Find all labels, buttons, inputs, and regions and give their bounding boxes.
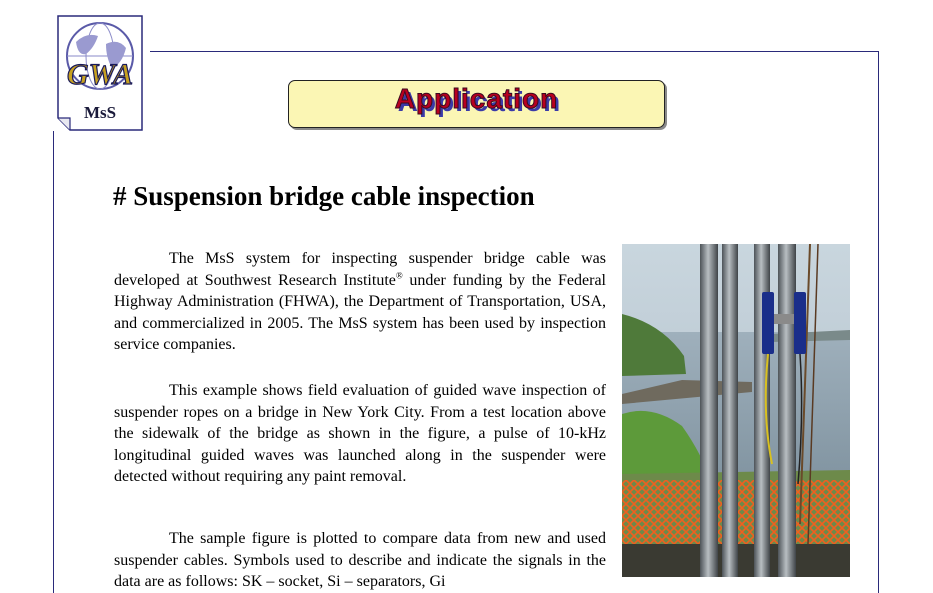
section-heading: # Suspension bridge cable inspection bbox=[113, 181, 535, 211]
paragraph-2: This example shows field evaluation of guided wave inspection of suspender ropes on a bridge in New York City. From a test location above the sidewalk of the bridge as shown in the figure, a pulse of 10-kHz longitudinal guided waves was launched along in the suspender were detected without requiring any paint removal. bbox=[114, 382, 606, 486]
paragraph-3: The sample figure is plotted to compare data from new and used suspender cables. Symbols used to describe and indicate the signals in the data are as follows: SK – socket, Si – separators, Gi bbox=[114, 530, 606, 591]
gwa-mss-logo bbox=[56, 14, 144, 132]
paragraph-1 bbox=[114, 248, 606, 356]
page-frame-top-rule bbox=[150, 51, 879, 52]
paragraph-1-start: The MsS system for inspecting suspender bridge cable was developed at Southwest Research Institute bbox=[114, 250, 606, 289]
logo-subtitle: MsS bbox=[83, 103, 117, 122]
page-frame-right-rule bbox=[878, 51, 879, 593]
logo-letters: GWA bbox=[66, 58, 134, 91]
registered-mark: ® bbox=[395, 270, 403, 281]
application-banner bbox=[288, 80, 665, 128]
bridge-cable-photo bbox=[622, 244, 850, 577]
paragraph-1-end: under funding by the Federal Highway Administration (FHWA), the Department of Transportation, USA, and commercialized in 2005. The MsS system has been used by inspection service companies. bbox=[114, 271, 606, 354]
page-frame-left-rule bbox=[53, 131, 54, 593]
banner-title: Application bbox=[394, 83, 559, 114]
